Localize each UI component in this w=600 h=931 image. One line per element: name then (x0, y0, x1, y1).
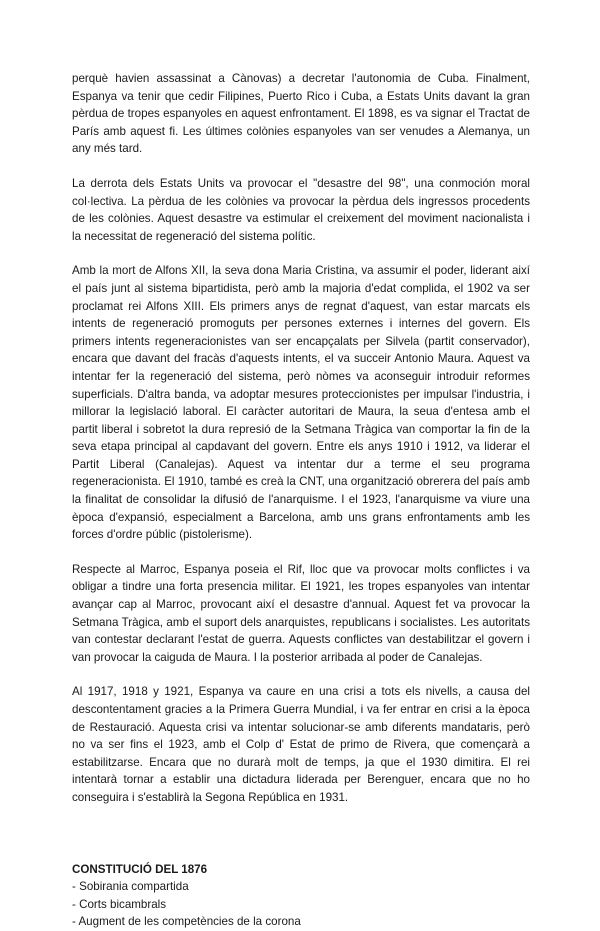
paragraph-marroc: Respecte al Marroc, Espanya poseia el Rif, lloc que va provocar molts conflictes i va obligar a tindre una forta presencia militar. El 1921, les tropes espanyoles van intentar avançar cap al Marroc, provocant així el desastre d'annual. Aquest fet va provocar la Setmana Tràgica, amb el suport dels anarquistes, republicans i socialistes. Les autoritats van contestar declarant l'estat de guerra. Aquests conflictes van destabilitzar el govern i van provocar la caiguda de Maura. I la posterior arribada al poder de Canalejas. (72, 562, 530, 664)
paragraph-desastre-98: La derrota dels Estats Units va provocar el "desastre del 98", una conmoción moral col·lectiva. La pèrdua de les colònies va provocar la pèrdua dels ingressos procedents de les colònies. Aquest desastre va estimular el creixement del moviment nacionalista i la necessitat de regeneració del sistema polític. (72, 176, 530, 243)
list-item: - Corts bicambrals (72, 897, 167, 911)
paragraph-crisi-1917: Al 1917, 1918 y 1921, Espanya va caure en una crisi a tots els nivells, a causa del descontentament gracies a la Primera Guerra Mundial, i va fer entrar en crisi a la època de Restauració. Aquesta crisi va intentar solucionar-se amb diferents mandataris, però no va ser fins el 1923, amb el Colp d' Estat de primo de Rivera, que començarà a estabilitzarse. Encara que no durarà molt de temps, ja que el 1930 dimitira. El rei intentarà tornar a establir una dictadura liderada per Berenguer, encara que no ho conseguira i s'establirà la Segona República en 1931. (72, 685, 530, 804)
document-body (72, 70, 530, 931)
constitucio-section (72, 861, 530, 931)
section-list (72, 878, 530, 931)
section-spacer (72, 824, 530, 861)
section-heading: CONSTITUCIÓ DEL 1876 (72, 862, 208, 876)
list-item: - Augment de les competències de la corona (72, 915, 301, 929)
paragraph-alfons-xiii: Amb la mort de Alfons XII, la seva dona Maria Cristina, va assumir el poder, liderant així el país junt al sistema bipartidista, però amb la majoria d'edat complida, el 1902 va ser proclamat rei Alfons XIII. Els primers anys de regnat d'aquest, van estar marcats els intents de regeneració promoguts per persones externes i internes del govern. Els primers intents regeneracionistes van ser encapçalats per Silvela (partit conservador), encara que davant del fracàs d'aquests intents, el va succeir Antonio Maura. Aquest va intentar fer la regeneració del sistema, però nòmes va aconseguir introduir reformes superficials. D'altra banda, va adoptar mesures proteccionistes per impulsar l'industria, i millorar la legislació laboral. El caràcter autoritari de Maura, la seua d'entesa amb el partit liberal i sobretot la dura represió de la Setmana Tràgica van comportar la fin de la seva etapa principal al capdavant del govern. Entre els anys 1910 i 1912, va liderar el Partit Liberal (Canalejas). Aquest va intentar dur a terme el seu programa regeneracionista. El 1910, també es creà la CNT, una organització obrerera del país amb la finalitat de consolidar la difusió de l'anarquisme. I el 1923, l'anarquisme va viure una època d'expansió, especialment a Barcelona, amb uns grans enfrontaments amb les forces d'ordre públic (pistolerisme). (72, 264, 530, 542)
list-item: - Sobirania compartida (72, 880, 189, 894)
paragraph-cuba: perquè havien assassinat a Cànovas) a decretar l'autonomia de Cuba. Finalment, Espanya va tenir que cedir Filipines, Puerto Rico i Cuba, a Estats Units davant la gran pèrdua de tropes espanyoles en aquest enfrontament. El 1898, es va signar el Tractat de París amb aquest fi. Les últimes colònies espanyoles van ser venudes a Alemanya, un any més tard. (72, 72, 530, 156)
